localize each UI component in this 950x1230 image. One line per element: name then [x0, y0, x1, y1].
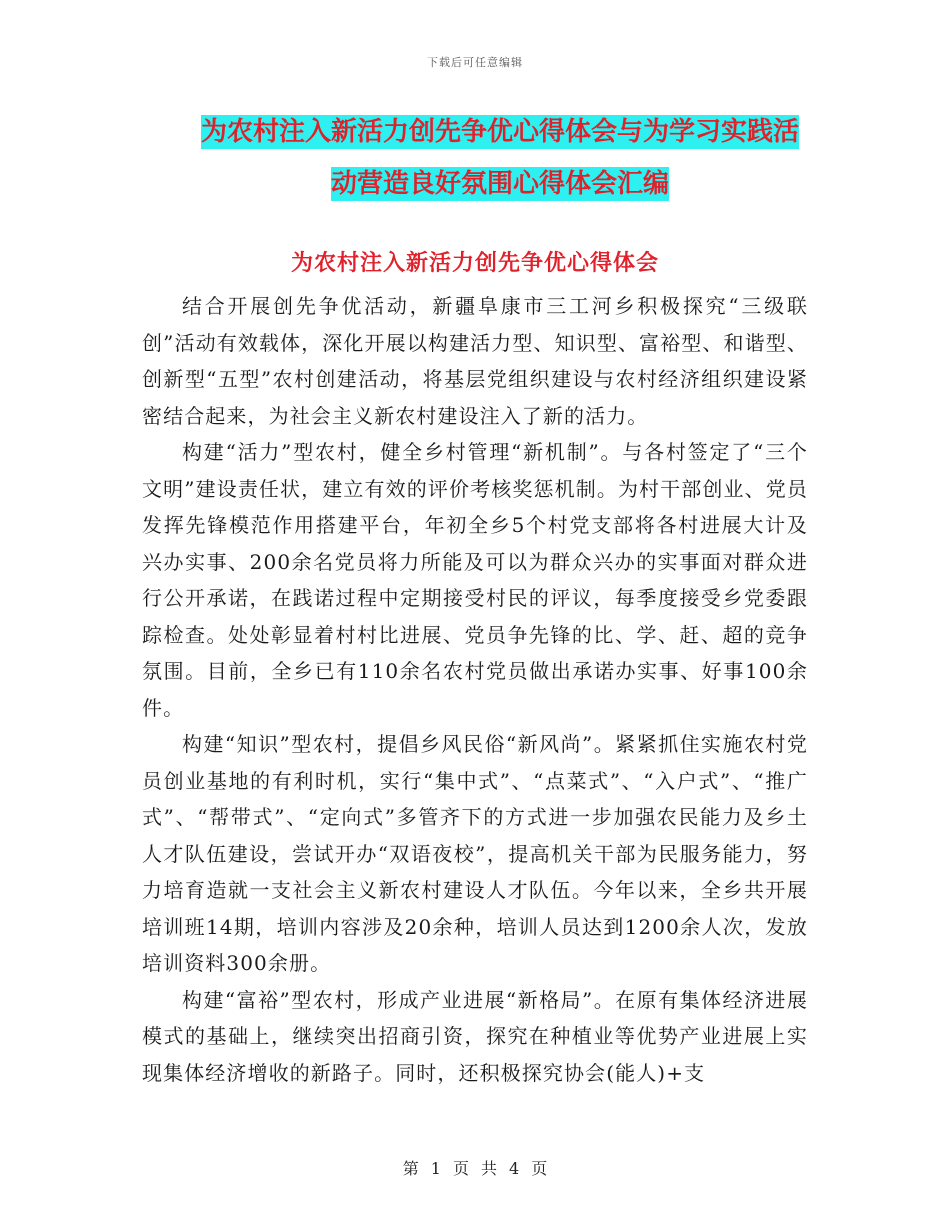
paragraph-3: 构建“知识”型农村，提倡乡风民俗“新风尚”。紧紧抓住实施农村党员创业基地的有利时机，实行“集中式”、“点菜式”、“入户式”、“推广式”、“帮带式”、“定向式”多管齐下的方式进一步加强农民能力及乡土人才队伍建设，尝试开办“双语夜校”，提高机关干部为民服务能力，努力培育造就一支社会主义新农村建设人才队伍。今年以来，全乡共开展培训班14期，培训内容涉及20余种，培训人员达到1200余人次，发放培训资料300余册。 [142, 732, 808, 975]
paragraph-1: 结合开展创先争优活动，新疆阜康市三工河乡积极探究“三级联创”活动有效载体，深化开展以构建活力型、知识型、富裕型、和谐型、创新型“五型”农村创建活动，将基层党组织建设与农村经济组织建设紧密结合起来，为社会主义新农村建设注入了新的活力。 [142, 294, 808, 428]
paragraph-2: 构建“活力”型农村，健全乡村管理“新机制”。与各村签定了“三个文明”建设责任状，建立有效的评价考核奖惩机制。为村干部创业、党员发挥先锋模范作用搭建平台，年初全乡5个村党支部将各村进展大计及兴办实事、200余名党员将力所能及可以为群众兴办的实事面对群众进行公开承诺，在践诺过程中定期接受村民的评议，每季度接受乡党委跟踪检查。处处彰显着村村比进展、党员争先锋的比、学、赶、超的竞争氛围。目前，全乡已有110余名农村党员做出承诺办实事、好事100余件。 [142, 440, 808, 720]
page-footer [0, 1156, 950, 1179]
footer-total-pages: 4 [509, 1159, 520, 1178]
header-note: 下载后可任意编辑 [427, 56, 523, 69]
footer-prefix: 第 [402, 1159, 419, 1178]
body-text [142, 288, 808, 1091]
footer-total-label: 共 [481, 1159, 498, 1178]
footer-suffix: 页 [531, 1159, 548, 1178]
main-title-line-2: 动营造良好氛围心得体会汇编 [330, 169, 669, 199]
section-title: 为农村注入新活力创先争优心得体会 [290, 251, 659, 276]
footer-page-label: 页 [452, 1159, 469, 1178]
main-title-line-1: 为农村注入新活力创先争优心得体会与为学习实践活 [200, 117, 799, 147]
main-title [120, 106, 880, 210]
paragraph-4: 构建“富裕”型农村，形成产业进展“新格局”。在原有集体经济进展模式的基础上，继续突出招商引资，探究在种植业等优势产业进展上实现集体经济增收的新路子。同时，还积极探究协会(能人)+支 [142, 987, 808, 1085]
footer-page-number: 1 [430, 1159, 441, 1178]
